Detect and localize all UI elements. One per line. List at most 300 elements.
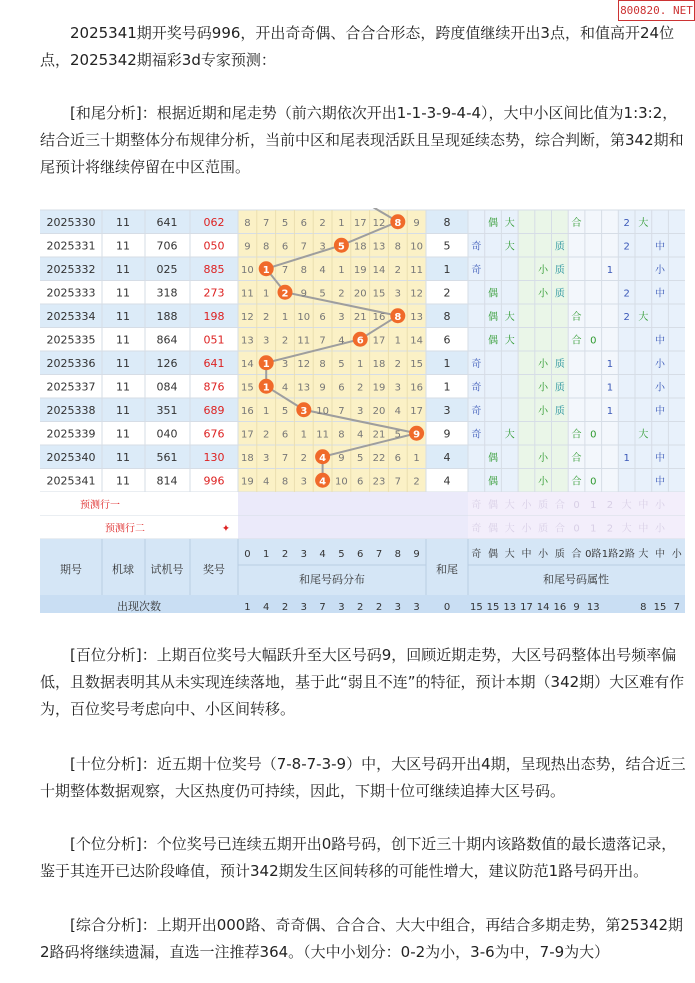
miss-count-cell: 10 [316, 405, 329, 417]
attr-cell: 质 [554, 264, 565, 276]
attr-cell: 奇 [471, 382, 482, 394]
attr-cell: 质 [554, 241, 565, 253]
attr-header: 小 [538, 549, 549, 560]
attr-cell: 大 [504, 217, 515, 229]
machine-cell: 11 [116, 380, 130, 394]
tail-value-cell: 8 [443, 309, 451, 323]
attr-cell: 大 [504, 429, 515, 441]
attr-cell: 小 [538, 405, 549, 417]
miss-count-cell: 1 [300, 429, 307, 441]
miss-count-cell: 1 [413, 452, 420, 464]
attr-count-cell: 16 [553, 602, 567, 613]
dist-count-cell: 1 [244, 602, 251, 613]
bai-analysis-text: [百位分析]：上期百位奖号大幅跃升至大区号码9，回顾近期走势，大区号码整体出号频率偏低，且数据表明其从未实现连续落地，基于此“弱且不连”的特征，预计本期（342期）大区难有作为，百位奖号考虑向中、小区间转移。 [40, 646, 685, 718]
forecast-attr-cell: 奇 [471, 523, 482, 535]
miss-count-cell: 6 [357, 476, 364, 488]
forecast-dist-bg [238, 492, 468, 516]
attr-cell: 1 [606, 358, 614, 370]
tail-header: 和尾 [436, 563, 458, 576]
attr-cell: 奇 [471, 264, 482, 276]
attr-cell: 1 [606, 264, 614, 276]
miss-count-cell: 10 [241, 264, 254, 276]
miss-count-cell: 18 [241, 452, 254, 464]
miss-count-cell: 2 [394, 264, 401, 276]
miss-count-cell: 2 [263, 311, 270, 323]
machine-cell: 11 [116, 356, 130, 370]
forecast-attr-cell: 大 [504, 523, 515, 535]
dist-count-cell: 3 [413, 602, 420, 613]
issue-cell: 2025334 [46, 309, 96, 323]
miss-count-cell: 7 [263, 217, 270, 229]
machine-cell: 11 [116, 403, 130, 417]
attr-header: 小 [671, 549, 682, 560]
dist-count-cell: 3 [338, 602, 345, 613]
attr-cell: 小 [538, 452, 549, 464]
tail-value-cell: 9 [443, 427, 451, 441]
miss-count-cell: 1 [281, 311, 289, 323]
attr-header: 中 [655, 549, 666, 560]
attr-cell: 大 [638, 429, 649, 441]
miss-count-cell: 6 [319, 311, 326, 323]
miss-count-cell: 5 [281, 405, 289, 417]
miss-count-cell: 1 [263, 288, 270, 300]
attr-cell: 质 [554, 382, 565, 394]
miss-count-cell: 8 [263, 241, 270, 253]
dist-count-cell: 7 [319, 602, 326, 613]
attr-header: 大 [638, 549, 649, 560]
prize-number-cell: 676 [203, 427, 225, 441]
prize-number-cell: 996 [203, 474, 225, 488]
miss-count-cell: 19 [353, 264, 367, 276]
forecast-row-label: 预测行一 [80, 500, 120, 511]
miss-count-cell: 11 [297, 335, 311, 347]
digit-header: 4 [319, 549, 326, 560]
attr-cell: 偶 [488, 335, 499, 347]
tail-ball-digit: 4 [319, 476, 327, 488]
miss-count-cell: 17 [353, 217, 367, 229]
miss-count-cell: 14 [241, 358, 254, 370]
miss-count-cell: 17 [372, 335, 386, 347]
footer-header-bg [40, 539, 685, 595]
intro-text: 2025341期开奖号码996，开出奇奇偶、合合合形态，跨度值继续开出3点，和值高开24位点，2025342期福彩3d专家预测： [40, 24, 675, 69]
attr-cell: 中 [655, 288, 666, 300]
miss-count-cell: 9 [338, 452, 345, 464]
miss-count-cell: 5 [357, 452, 364, 464]
issue-cell: 2025341 [46, 474, 96, 488]
machine-header: 机球 [112, 563, 134, 576]
tail-value-cell: 1 [443, 356, 451, 370]
miss-count-cell: 14 [410, 335, 423, 347]
attr-header: 大 [504, 549, 515, 560]
miss-count-cell: 8 [300, 264, 307, 276]
attr-count-cell: 15 [486, 602, 500, 613]
digit-header: 9 [413, 549, 420, 560]
attr-cell: 小 [538, 382, 549, 394]
digit-header: 5 [338, 549, 345, 560]
bai-analysis-paragraph [40, 642, 688, 723]
issue-cell: 2025332 [46, 262, 96, 276]
attr-header: 偶 [488, 549, 499, 560]
prize-number-cell: 885 [203, 262, 225, 276]
attr-cell: 质 [554, 288, 565, 300]
machine-cell: 11 [116, 333, 130, 347]
forecast-attr-cell: 质 [538, 523, 549, 535]
attr-header: 质 [554, 549, 565, 560]
forecast-mark: ✦ [221, 523, 231, 535]
attr-count-cell: 13 [586, 602, 600, 613]
dist-count-cell: 3 [300, 602, 307, 613]
attr-count-cell: 8 [640, 602, 647, 613]
miss-count-cell: 1 [263, 405, 270, 417]
miss-count-cell: 4 [357, 429, 364, 441]
forecast-attr-cell: 偶 [488, 500, 499, 511]
test-number-cell: 126 [156, 356, 178, 370]
forecast-attr-cell: 0 [573, 500, 580, 511]
miss-count-cell: 9 [300, 288, 307, 300]
tail-ball-digit: 6 [356, 335, 364, 347]
miss-count-cell: 6 [394, 452, 401, 464]
forecast-attr-cell: 中 [638, 523, 649, 535]
miss-count-cell: 13 [297, 382, 311, 394]
miss-count-cell: 8 [281, 476, 289, 488]
prize-number-cell: 689 [203, 403, 225, 417]
miss-count-cell: 1 [394, 335, 401, 347]
machine-cell: 11 [116, 262, 130, 276]
miss-count-cell: 7 [394, 476, 401, 488]
trend-chart [40, 208, 685, 613]
miss-count-cell: 21 [353, 311, 367, 323]
digit-header: 6 [357, 549, 364, 560]
attr-header: 2路 [618, 549, 635, 560]
miss-count-cell: 4 [338, 335, 345, 347]
ge-analysis-paragraph [40, 831, 688, 885]
tail-count-cell: 0 [443, 602, 451, 613]
tail-value-cell: 4 [443, 450, 451, 464]
issue-header: 期号 [60, 563, 82, 576]
miss-count-cell: 10 [297, 311, 311, 323]
summary-paragraph [40, 912, 688, 966]
miss-count-cell: 2 [338, 288, 345, 300]
machine-cell: 11 [116, 427, 130, 441]
attr-cell: 中 [655, 335, 666, 347]
attr-cell: 小 [655, 382, 666, 394]
hewei-analysis-text: [和尾分析]：根据近期和尾走势（前六期依次开出1-1-3-9-4-4），大中小区间比值为1:3:2，结合近三十期整体分布规律分析，当前中区和尾表现活跃且呈现延续态势，综合判断，第342期和尾预计将继续停留在中区范围。 [40, 104, 684, 176]
digit-header: 7 [375, 549, 383, 560]
attr-cell: 中 [655, 452, 666, 464]
prize-number-header: 奖号 [203, 563, 225, 576]
machine-cell: 11 [116, 239, 130, 253]
miss-count-cell: 12 [297, 358, 311, 370]
forecast-row-label: 预测行二 [105, 523, 145, 535]
miss-count-cell: 2 [300, 452, 307, 464]
tail-value-cell: 8 [443, 215, 451, 229]
attr-header: 0路 [585, 549, 602, 560]
forecast-attr-cell: 偶 [488, 523, 499, 535]
miss-count-cell: 3 [263, 452, 270, 464]
attr-cell: 偶 [488, 288, 499, 300]
attr-cell: 合 [571, 217, 582, 229]
machine-cell: 11 [116, 286, 130, 300]
test-number-cell: 641 [156, 215, 178, 229]
test-number-header: 试机号 [150, 563, 184, 576]
miss-count-cell: 13 [241, 335, 254, 347]
attr-cell: 偶 [488, 476, 499, 488]
prize-number-cell: 641 [203, 356, 225, 370]
miss-count-cell: 2 [319, 217, 326, 229]
ge-analysis-text: [个位分析]：个位奖号已连续五期开出0路号码，创下近三十期内该路数值的最长遗落记录，鉴于其连开已达阶段峰值，预计342期发生区间转移的可能性增大，建议防范1路号码开出。 [40, 835, 677, 880]
miss-count-cell: 14 [372, 264, 386, 276]
machine-cell: 11 [116, 215, 130, 229]
machine-cell: 11 [116, 309, 130, 323]
tail-ball-digit: 9 [413, 429, 421, 441]
attr-cell: 小 [655, 264, 666, 276]
miss-count-cell: 3 [263, 335, 270, 347]
attr-cell: 2 [623, 311, 630, 323]
dist-count-cell: 2 [281, 602, 289, 613]
miss-count-cell: 9 [413, 217, 420, 229]
miss-count-cell: 7 [338, 405, 345, 417]
miss-count-cell: 4 [263, 476, 270, 488]
miss-count-cell: 19 [241, 476, 254, 488]
tail-ball-digit: 3 [300, 405, 308, 417]
prize-number-cell: 198 [203, 309, 225, 323]
miss-count-cell: 8 [394, 241, 401, 253]
attr-cell: 中 [655, 476, 666, 488]
attr-cell: 奇 [471, 429, 482, 441]
forecast-dist-bg [238, 516, 468, 540]
forecast-attr-cell: 2 [606, 523, 614, 535]
issue-cell: 2025335 [46, 333, 96, 347]
dist-count-cell: 2 [357, 602, 364, 613]
test-number-cell: 351 [156, 403, 178, 417]
forecast-attr-cell: 小 [655, 500, 666, 511]
tail-ball-digit: 8 [394, 217, 402, 229]
miss-count-cell: 16 [241, 405, 254, 417]
miss-count-cell: 3 [281, 358, 289, 370]
miss-count-cell: 5 [281, 217, 289, 229]
test-number-cell: 084 [156, 380, 178, 394]
attr-cell: 大 [504, 335, 515, 347]
miss-count-cell: 4 [394, 405, 401, 417]
tail-value-cell: 2 [443, 286, 451, 300]
prize-number-cell: 062 [203, 215, 225, 229]
test-number-cell: 864 [156, 333, 178, 347]
miss-count-cell: 11 [316, 429, 329, 441]
miss-count-cell: 7 [319, 335, 326, 347]
forecast-attr-cell: 小 [655, 523, 666, 535]
attr-cell: 2 [623, 288, 630, 300]
machine-cell: 11 [116, 450, 130, 464]
miss-count-cell: 12 [241, 311, 254, 323]
attr-cell: 小 [538, 476, 549, 488]
attr-cell: 2 [623, 241, 630, 253]
miss-count-cell: 5 [319, 288, 326, 300]
digit-header: 1 [263, 549, 270, 560]
attr-cell: 大 [638, 311, 649, 323]
miss-count-cell: 22 [372, 452, 386, 464]
forecast-attr-cell: 大 [621, 500, 632, 511]
miss-count-cell: 16 [410, 382, 423, 394]
attr-count-cell: 9 [573, 602, 580, 613]
miss-count-cell: 18 [372, 358, 386, 370]
forecast-attr-cell: 1 [590, 523, 597, 535]
issue-cell: 2025340 [46, 450, 96, 464]
miss-count-cell: 17 [410, 405, 423, 417]
miss-count-cell: 6 [281, 241, 289, 253]
shi-analysis-paragraph [40, 751, 688, 805]
forecast-attr-cell: 合 [554, 523, 565, 535]
miss-count-cell: 17 [241, 429, 254, 441]
issue-cell: 2025337 [46, 380, 96, 394]
dist-count-cell: 2 [375, 602, 383, 613]
miss-count-cell: 9 [244, 241, 251, 253]
miss-count-cell: 6 [300, 217, 307, 229]
attr-cell: 1 [623, 452, 630, 464]
test-number-cell: 188 [156, 309, 178, 323]
miss-count-cell: 12 [372, 217, 386, 229]
attr-cell: 大 [504, 241, 515, 253]
attr-cell: 合 [571, 452, 582, 464]
attr-cell: 奇 [471, 405, 482, 417]
issue-cell: 2025339 [46, 427, 96, 441]
miss-count-cell: 20 [353, 288, 367, 300]
issue-cell: 2025330 [46, 215, 96, 229]
attr-cell: 1 [606, 405, 614, 417]
miss-count-cell: 2 [281, 335, 289, 347]
attr-cell: 合 [571, 429, 582, 441]
attr-cell: 0 [590, 335, 597, 347]
miss-count-cell: 7 [300, 241, 307, 253]
shi-analysis-text: [十位分析]：近五期十位奖号（7-8-7-3-9）中，大区号码开出4期，呈现热出态势，结合近三十期整体数据观察，大区热度仍可持续，因此，下期十位可继续追捧大区号码。 [40, 755, 686, 800]
prize-number-cell: 876 [203, 380, 225, 394]
miss-count-cell: 8 [338, 429, 345, 441]
issue-cell: 2025331 [46, 239, 96, 253]
prize-number-cell: 130 [203, 450, 225, 464]
distribution-label: 和尾号码分布 [299, 573, 365, 586]
miss-count-cell: 10 [410, 241, 423, 253]
miss-count-cell: 8 [244, 217, 251, 229]
miss-count-cell: 15 [372, 288, 386, 300]
forecast-attr-cell: 合 [554, 500, 565, 511]
miss-count-cell: 8 [319, 358, 326, 370]
tail-ball-digit: 1 [262, 382, 270, 394]
forecast-attr-cell: 0 [573, 523, 580, 535]
miss-count-cell: 13 [410, 311, 423, 323]
miss-count-cell: 19 [372, 382, 386, 394]
forecast-attr-cell: 大 [504, 500, 515, 511]
miss-count-cell: 3 [394, 382, 401, 394]
miss-count-cell: 2 [357, 382, 364, 394]
attr-header: 奇 [471, 549, 482, 560]
miss-count-cell: 1 [338, 264, 345, 276]
tail-ball-digit: 1 [262, 264, 270, 276]
tail-value-cell: 1 [443, 262, 451, 276]
miss-count-cell: 23 [372, 476, 386, 488]
attr-cell: 大 [504, 311, 515, 323]
attr-count-cell: 15 [653, 602, 667, 613]
tail-value-cell: 5 [443, 239, 451, 253]
miss-count-cell: 20 [372, 405, 386, 417]
attr-cell: 小 [655, 358, 666, 370]
test-number-cell: 318 [156, 286, 178, 300]
miss-count-cell: 15 [241, 382, 254, 394]
miss-count-cell: 7 [281, 452, 289, 464]
miss-count-cell: 12 [410, 288, 423, 300]
miss-count-cell: 3 [338, 311, 345, 323]
prize-number-cell: 051 [203, 333, 225, 347]
forecast-attr-cell: 1 [590, 500, 597, 511]
miss-count-cell: 13 [372, 241, 386, 253]
attr-cell: 0 [590, 476, 597, 488]
miss-count-cell: 21 [372, 429, 386, 441]
attr-cell: 质 [554, 405, 565, 417]
miss-count-cell: 11 [410, 264, 423, 276]
dist-count-cell: 4 [263, 602, 270, 613]
forecast-attr-cell: 2 [606, 500, 614, 511]
attr-cell: 1 [606, 382, 614, 394]
attr-cell: 2 [623, 217, 630, 229]
miss-count-cell: 9 [319, 382, 326, 394]
digit-header: 8 [394, 549, 401, 560]
miss-count-cell: 3 [300, 476, 307, 488]
attr-cell: 合 [571, 476, 582, 488]
forecast-attr-cell: 小 [521, 500, 532, 511]
test-number-cell: 814 [156, 474, 178, 488]
issue-cell: 2025336 [46, 356, 96, 370]
miss-count-cell: 3 [319, 241, 326, 253]
forecast-attr-cell: 质 [538, 500, 549, 511]
attr-cell: 小 [538, 288, 549, 300]
digit-header: 2 [281, 549, 289, 560]
hewei-analysis-paragraph [40, 100, 688, 181]
count-label: 出现次数 [117, 600, 161, 613]
forecast-attr-cell: 小 [521, 523, 532, 535]
miss-count-cell: 2 [263, 429, 270, 441]
attr-cell: 小 [538, 264, 549, 276]
miss-count-cell: 5 [394, 429, 401, 441]
test-number-cell: 040 [156, 427, 178, 441]
miss-count-cell: 4 [281, 382, 289, 394]
miss-count-cell: 7 [281, 264, 289, 276]
attr-cell: 奇 [471, 358, 482, 370]
prize-number-cell: 273 [203, 286, 225, 300]
miss-count-cell: 11 [241, 288, 254, 300]
issue-cell: 2025333 [46, 286, 96, 300]
intro-paragraph [40, 20, 688, 74]
tail-ball-digit: 8 [394, 311, 402, 323]
attr-cell: 合 [571, 311, 582, 323]
attr-cell: 合 [571, 335, 582, 347]
tail-ball-digit: 1 [262, 358, 270, 370]
prize-number-cell: 050 [203, 239, 225, 253]
tail-value-cell: 1 [443, 380, 451, 394]
miss-count-cell: 3 [394, 288, 401, 300]
dist-count-cell: 3 [394, 602, 401, 613]
attr-count-cell: 7 [673, 602, 680, 613]
summary-text: [综合分析]：上期开出000路、奇奇偶、合合合、大大中组合，再结合多期走势，第25342期2路码将继续遗漏，直选一注推荐364。（大中小划分：0-2为小，3-6为中，7-9为大） [40, 916, 684, 961]
machine-cell: 11 [116, 474, 130, 488]
site-watermark: 800820. NET [618, 0, 695, 21]
miss-count-cell: 2 [394, 358, 401, 370]
miss-count-cell: 3 [357, 405, 364, 417]
miss-count-cell: 6 [338, 382, 345, 394]
attr-header: 中 [521, 549, 532, 560]
digit-header: 3 [300, 549, 307, 560]
miss-count-cell: 16 [372, 311, 386, 323]
attr-cell: 大 [638, 217, 649, 229]
attr-label: 和尾号码属性 [543, 573, 609, 586]
test-number-cell: 025 [156, 262, 178, 276]
